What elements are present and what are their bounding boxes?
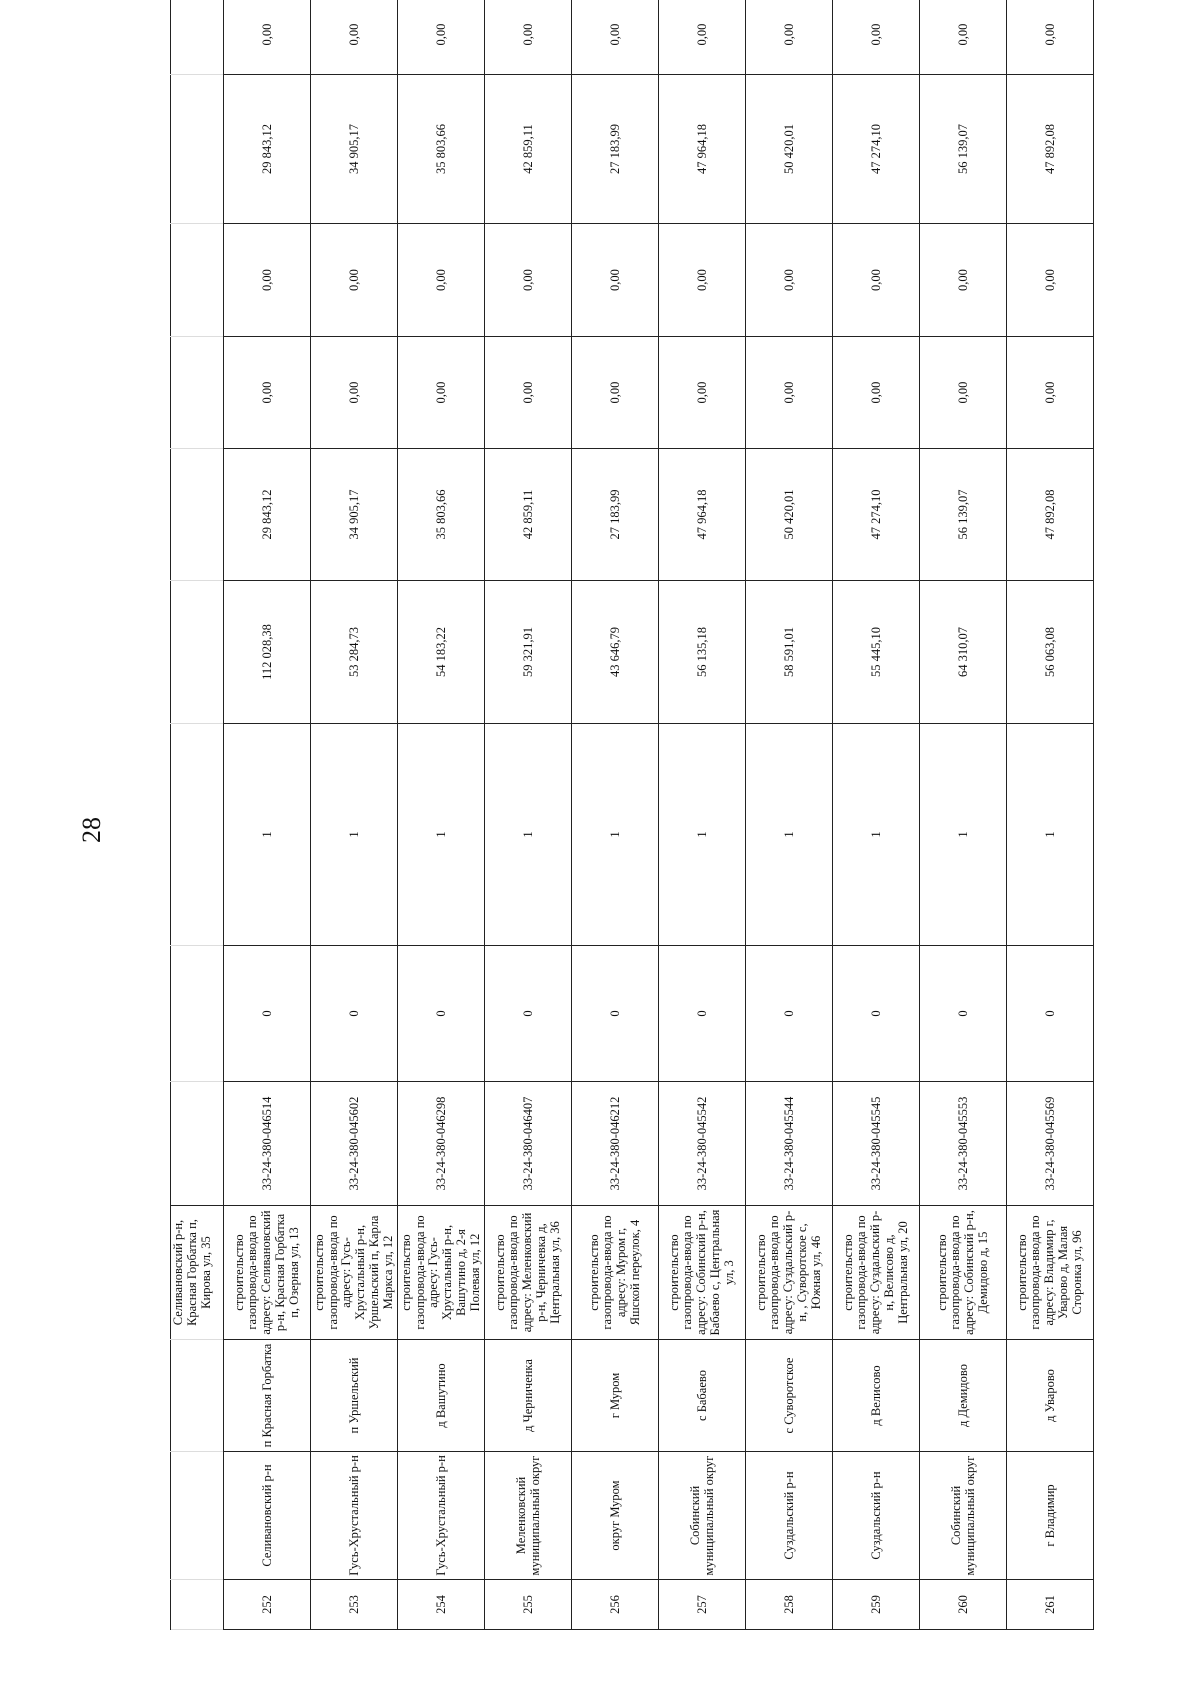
row-number-cell: 258 xyxy=(746,1580,833,1630)
amount-cell: 0,00 xyxy=(485,224,572,337)
amount-cell: 27 183,99 xyxy=(572,75,659,224)
quantity-cell: 0 xyxy=(833,946,920,1082)
amount-cell: 34 905,17 xyxy=(311,449,398,581)
total-cost-cell: 64 310,07 xyxy=(920,581,1007,724)
table-cell xyxy=(171,337,224,449)
row-number-cell: 256 xyxy=(572,1580,659,1630)
district-cell: Гусь-Хрустальный р-н xyxy=(311,1452,398,1580)
amount-cell: 0,00 xyxy=(572,224,659,337)
amount-cell: 0,00 xyxy=(659,337,746,449)
total-cost-cell: 55 445,10 xyxy=(833,581,920,724)
amount-cell: 0,00 xyxy=(224,224,311,337)
object-code-cell: 33-24-380-045553 xyxy=(920,1082,1007,1206)
amount-cell: 50 420,01 xyxy=(746,449,833,581)
district-cell: Собинский муниципальный округ xyxy=(659,1452,746,1580)
table-body xyxy=(171,0,1094,1630)
amount-cell: 0,00 xyxy=(572,337,659,449)
amount-cell: 0,00 xyxy=(833,224,920,337)
table-cell xyxy=(171,581,224,724)
total-cost-cell: 56 063,08 xyxy=(1007,581,1094,724)
amount-cell: 0,00 xyxy=(311,224,398,337)
amount-cell: 0,00 xyxy=(1007,0,1094,75)
locality-cell: г Муром xyxy=(572,1340,659,1452)
count-cell: 1 xyxy=(224,724,311,946)
table-row xyxy=(746,0,833,1630)
quantity-cell: 0 xyxy=(311,946,398,1082)
amount-cell: 27 183,99 xyxy=(572,449,659,581)
amount-cell: 0,00 xyxy=(398,224,485,337)
gas-pipeline-table xyxy=(170,0,1094,1630)
amount-cell: 0,00 xyxy=(485,337,572,449)
district-cell: Меленковский муниципальный округ xyxy=(485,1452,572,1580)
amount-cell: 29 843,12 xyxy=(224,75,311,224)
object-description-cell: строительство газопровода-ввода по адресу: Гусь-Хрустальный р-н, Вашутино д, 2-я Полевая ул, 12 xyxy=(398,1206,485,1340)
locality-cell: д Демидово xyxy=(920,1340,1007,1452)
amount-cell: 0,00 xyxy=(398,337,485,449)
table-cell xyxy=(171,1082,224,1206)
count-cell: 1 xyxy=(833,724,920,946)
amount-cell: 0,00 xyxy=(746,224,833,337)
count-cell: 1 xyxy=(920,724,1007,946)
district-cell: Суздальский р-н xyxy=(746,1452,833,1580)
total-cost-cell: 56 135,18 xyxy=(659,581,746,724)
total-cost-cell: 53 284,73 xyxy=(311,581,398,724)
object-code-cell: 33-24-380-046298 xyxy=(398,1082,485,1206)
table-cell xyxy=(171,1452,224,1580)
amount-cell: 50 420,01 xyxy=(746,75,833,224)
amount-cell: 0,00 xyxy=(833,0,920,75)
amount-cell: 47 274,10 xyxy=(833,449,920,581)
total-cost-cell: 112 028,38 xyxy=(224,581,311,724)
quantity-cell: 0 xyxy=(920,946,1007,1082)
amount-cell: 47 892,08 xyxy=(1007,75,1094,224)
table-row xyxy=(920,0,1007,1630)
amount-cell: 0,00 xyxy=(1007,337,1094,449)
amount-cell: 56 139,07 xyxy=(920,449,1007,581)
object-description-cell: строительство газопровода-ввода по адресу: Суздальский р-н, , Суворотское с, Южная ул, 46 xyxy=(746,1206,833,1340)
table-row xyxy=(1007,0,1094,1630)
amount-cell: 35 803,66 xyxy=(398,75,485,224)
table-cell xyxy=(171,946,224,1082)
total-cost-cell: 43 646,79 xyxy=(572,581,659,724)
row-number-cell: 260 xyxy=(920,1580,1007,1630)
table-row xyxy=(398,0,485,1630)
object-code-cell: 33-24-380-046212 xyxy=(572,1082,659,1206)
amount-cell: 0,00 xyxy=(746,337,833,449)
count-cell: 1 xyxy=(746,724,833,946)
table-cell xyxy=(171,449,224,581)
table-row xyxy=(833,0,920,1630)
continuation-row xyxy=(171,0,224,1630)
locality-cell: п Красная Горбатка xyxy=(224,1340,311,1452)
amount-cell: 0,00 xyxy=(572,0,659,75)
quantity-cell: 0 xyxy=(746,946,833,1082)
amount-cell: 0,00 xyxy=(398,0,485,75)
amount-cell: 0,00 xyxy=(311,337,398,449)
amount-cell: 56 139,07 xyxy=(920,75,1007,224)
table-row xyxy=(311,0,398,1630)
object-code-cell: 33-24-380-045569 xyxy=(1007,1082,1094,1206)
row-number-cell: 255 xyxy=(485,1580,572,1630)
locality-cell: д Вашутино xyxy=(398,1340,485,1452)
amount-cell: 0,00 xyxy=(659,224,746,337)
table-cell xyxy=(171,1580,224,1630)
row-number-cell: 261 xyxy=(1007,1580,1094,1630)
object-description-cell: строительство газопровода-ввода по адресу: Селивановский р-н, Красная Горбатка п, Озерная ул, 13 xyxy=(224,1206,311,1340)
locality-cell: д Черниченка xyxy=(485,1340,572,1452)
object-description-cell: строительство газопровода-ввода по адресу: Муром г, Яшской переулок, 4 xyxy=(572,1206,659,1340)
count-cell: 1 xyxy=(1007,724,1094,946)
total-cost-cell: 59 321,91 xyxy=(485,581,572,724)
continuation-address-cell: Селивановский р-н, Красная Горбатка п, Кирова ул, 35 xyxy=(171,1206,224,1340)
object-code-cell: 33-24-380-046407 xyxy=(485,1082,572,1206)
page-number: 28 xyxy=(77,817,106,843)
amount-cell: 0,00 xyxy=(1007,224,1094,337)
amount-cell: 0,00 xyxy=(485,0,572,75)
object-code-cell: 33-24-380-045544 xyxy=(746,1082,833,1206)
amount-cell: 42 859,11 xyxy=(485,75,572,224)
object-description-cell: строительство газопровода-ввода по адресу: Собинский р-н, Бабаево с, Центральная ул, 3 xyxy=(659,1206,746,1340)
district-cell: Селивановский р-н xyxy=(224,1452,311,1580)
locality-cell: п Уршельский xyxy=(311,1340,398,1452)
quantity-cell: 0 xyxy=(485,946,572,1082)
row-number-cell: 259 xyxy=(833,1580,920,1630)
amount-cell: 0,00 xyxy=(920,0,1007,75)
row-number-cell: 257 xyxy=(659,1580,746,1630)
locality-cell: с Суворотское xyxy=(746,1340,833,1452)
object-description-cell: строительство газопровода-ввода по адресу: Гусь-Хрустальный р-н, Уршельский п, Карла Маркса ул, 12 xyxy=(311,1206,398,1340)
object-code-cell: 33-24-380-045542 xyxy=(659,1082,746,1206)
district-cell: Суздальский р-н xyxy=(833,1452,920,1580)
locality-cell: с Бабаево xyxy=(659,1340,746,1452)
table-row xyxy=(572,0,659,1630)
count-cell: 1 xyxy=(398,724,485,946)
amount-cell: 29 843,12 xyxy=(224,449,311,581)
quantity-cell: 0 xyxy=(572,946,659,1082)
table-cell xyxy=(171,75,224,224)
object-code-cell: 33-24-380-045602 xyxy=(311,1082,398,1206)
table-cell xyxy=(171,724,224,946)
amount-cell: 0,00 xyxy=(224,337,311,449)
amount-cell: 47 274,10 xyxy=(833,75,920,224)
quantity-cell: 0 xyxy=(1007,946,1094,1082)
count-cell: 1 xyxy=(311,724,398,946)
district-cell: округ Муром xyxy=(572,1452,659,1580)
amount-cell: 35 803,66 xyxy=(398,449,485,581)
quantity-cell: 0 xyxy=(659,946,746,1082)
district-cell: Гусь-Хрустальный р-н xyxy=(398,1452,485,1580)
table-cell xyxy=(171,224,224,337)
total-cost-cell: 54 183,22 xyxy=(398,581,485,724)
amount-cell: 0,00 xyxy=(224,0,311,75)
table-cell xyxy=(171,1340,224,1452)
locality-cell: д Велисово xyxy=(833,1340,920,1452)
count-cell: 1 xyxy=(659,724,746,946)
object-description-cell: строительство газопровода-ввода по адресу: Меленковский р-н, Черничевка д, Центральная ул, 36 xyxy=(485,1206,572,1340)
object-code-cell: 33-24-380-046514 xyxy=(224,1082,311,1206)
table-row xyxy=(224,0,311,1630)
amount-cell: 47 964,18 xyxy=(659,75,746,224)
table-row xyxy=(485,0,572,1630)
total-cost-cell: 58 591,01 xyxy=(746,581,833,724)
row-number-cell: 253 xyxy=(311,1580,398,1630)
table-row xyxy=(659,0,746,1630)
amount-cell: 34 905,17 xyxy=(311,75,398,224)
count-cell: 1 xyxy=(572,724,659,946)
rotated-table-container xyxy=(170,23,1088,1630)
amount-cell: 0,00 xyxy=(920,337,1007,449)
amount-cell: 47 892,08 xyxy=(1007,449,1094,581)
table-cell xyxy=(171,0,224,75)
district-cell: Собинский муниципальный округ xyxy=(920,1452,1007,1580)
district-cell: г Владимир xyxy=(1007,1452,1094,1580)
amount-cell: 47 964,18 xyxy=(659,449,746,581)
amount-cell: 0,00 xyxy=(920,224,1007,337)
count-cell: 1 xyxy=(485,724,572,946)
quantity-cell: 0 xyxy=(398,946,485,1082)
amount-cell: 0,00 xyxy=(746,0,833,75)
row-number-cell: 254 xyxy=(398,1580,485,1630)
locality-cell: д Уварово xyxy=(1007,1340,1094,1452)
object-description-cell: строительство газопровода-ввода по адресу: Собинский р-н, Демидово д, 15 xyxy=(920,1206,1007,1340)
object-description-cell: строительство газопровода-ввода по адресу: Владимир г, Уварово д, Малая Сторонка ул, 96 xyxy=(1007,1206,1094,1340)
amount-cell: 42 859,11 xyxy=(485,449,572,581)
object-description-cell: строительство газопровода-ввода по адресу: Суздальский р-н, Велисово д, Центральная ул, 20 xyxy=(833,1206,920,1340)
quantity-cell: 0 xyxy=(224,946,311,1082)
object-code-cell: 33-24-380-045545 xyxy=(833,1082,920,1206)
amount-cell: 0,00 xyxy=(311,0,398,75)
amount-cell: 0,00 xyxy=(659,0,746,75)
amount-cell: 0,00 xyxy=(833,337,920,449)
row-number-cell: 252 xyxy=(224,1580,311,1630)
